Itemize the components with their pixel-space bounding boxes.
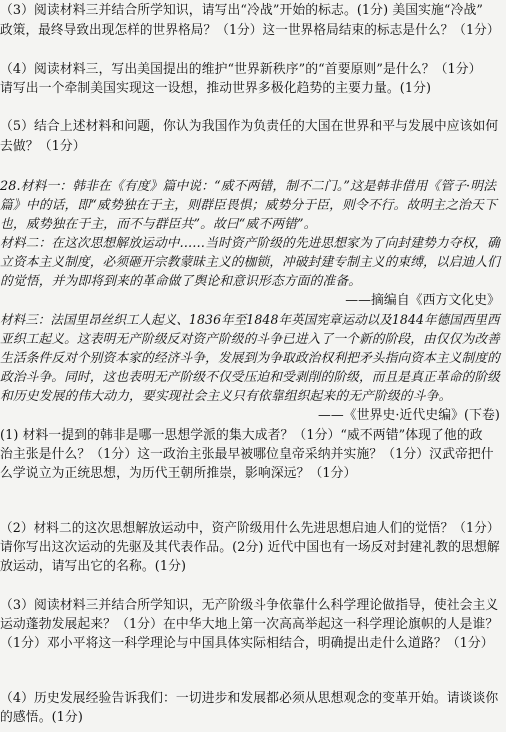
q5-text-line-2: 去做？（1分） xyxy=(0,139,86,154)
q28-material-3-line-5: 和历史发展的伟大动力，要实现社会主义只有依靠组织起来的无产阶级的斗争。 xyxy=(0,389,452,404)
q28-subq-2-line-1: （2）材料二的这次思想解放运动中，资产阶级用什么先进思想启迪人们的觉悟？（1分） xyxy=(0,521,500,536)
q28-material-3-line-4: 政治斗争。同时，这也表明无产阶级不仅受压迫和受剥削的阶级，而且是真正革命的阶级 xyxy=(0,370,500,385)
q28-material-1-line-2: 篇》中的话，即“威势独在于主，则群臣畏惧；威势分于臣，则令不行。故明主之治天下 xyxy=(0,198,497,213)
q28-material-2-line-3: 的觉悟，并为即将到来的革命做了舆论和意识形态方面的准备。 xyxy=(0,274,362,289)
q28-subq-2-line-3: 放运动，请写出它的名称。(1分) xyxy=(0,559,187,574)
q28-subq-3-line-1: （3）阅读材料三并结合所学知识，无产阶级斗争依靠什么科学理论做指导，使社会主义 xyxy=(0,598,499,613)
q4-text-line-1: （4）阅读材料三，写出美国提出的维护“世界新秩序”的“首要原则”是什么？（1分） xyxy=(0,62,482,77)
q28-material-1-line-1: 28.材料一：韩非在《有度》篇中说：“威不两错，制不二门。”这是韩非借用《管子·明法 xyxy=(0,179,496,194)
q4-text-line-2: 请写出一个牵制美国实现这一设想，推动世界多极化趋势的主要力量。(1分) xyxy=(0,81,432,96)
q3-text-line-1: （3）阅读材料三并结合所学知识，请写出“冷战”开始的标志。(1分) 美国实施“冷战” xyxy=(0,3,484,18)
q28-material-3-line-3: 生活条件反对个别资本家的经济斗争，发展到为争取政治权利把矛头指向资本主义制度的 xyxy=(0,351,500,366)
q28-material-3-line-2: 亚织工起义。这表明无产阶级反对资产阶级的斗争已进入了一个新的阶段，由仅仅为改善 xyxy=(0,332,500,347)
q28-subq-1-line-2: 治主张是什么？（1分）这一政治主张最早被哪位皇帝采纳并实施？（1分）汉武帝把什 xyxy=(0,447,494,462)
q28-material-3-line-1: 材料三：法国里昂丝织工人起义、1836年至1848年英国宪章运动以及1844年德国西里西 xyxy=(0,313,500,328)
q28-material-1-line-3: 也，威势独在于主，而不与群臣共”。故曰“威不两错”。 xyxy=(0,217,317,232)
q5-text-line-1: （5）结合上述材料和问题，你认为我国作为负责任的大国在世界和平与发展中应该如何 xyxy=(0,119,499,134)
q28-material-2-source: ——摘编自《西方文化史》 xyxy=(345,293,500,308)
q28-material-3-source: ——《世界史·近代史编》(下卷) xyxy=(317,408,500,423)
q28-material-2-line-2: 立资本主义制度，必须砸开宗教蒙昧主义的枷锁，冲破封建专制主义的束缚，以启迪人们 xyxy=(0,255,500,270)
q28-subq-4-line-1: （4）历史发展经验告诉我们：一切进步和发展都必须从思想观念的变革开始。请谈谈你 xyxy=(0,691,499,706)
q3-text-line-2: 政策，最终导致出现怎样的世界格局？（1分）这一世界格局结束的标志是什么？（1分） xyxy=(0,23,500,38)
q28-subq-4-line-2: 的感悟。(1分) xyxy=(0,710,83,725)
q28-material-2-line-1: 材料二：在这次思想解放运动中……当时资产阶级的先进思想家为了向封建势力夺权，确 xyxy=(0,236,500,251)
q28-subq-3-line-2: 运动蓬勃发展起来？（1分）在中华大地上第一次高高举起这一科学理论旗帜的人是谁？ xyxy=(0,617,499,632)
q28-subq-2-line-2: 请你写出这次运动的先驱及其代表作品。(2分) 近代中国也有一场反对封建礼教的思想解 xyxy=(0,540,500,555)
q28-subq-1-line-3: 么学说立为正统思想，为历代王朝所推崇，影响深远？（1分） xyxy=(0,466,357,481)
q28-subq-1-line-1: (1) 材料一提到的韩非是哪一思想学派的集大成者？（1分）“威不两错”体现了他的政 xyxy=(0,428,483,443)
q28-subq-3-line-3: （1分）邓小平将这一科学理论与中国具体实际相结合，明确提出走什么道路？（1分） xyxy=(0,636,494,651)
